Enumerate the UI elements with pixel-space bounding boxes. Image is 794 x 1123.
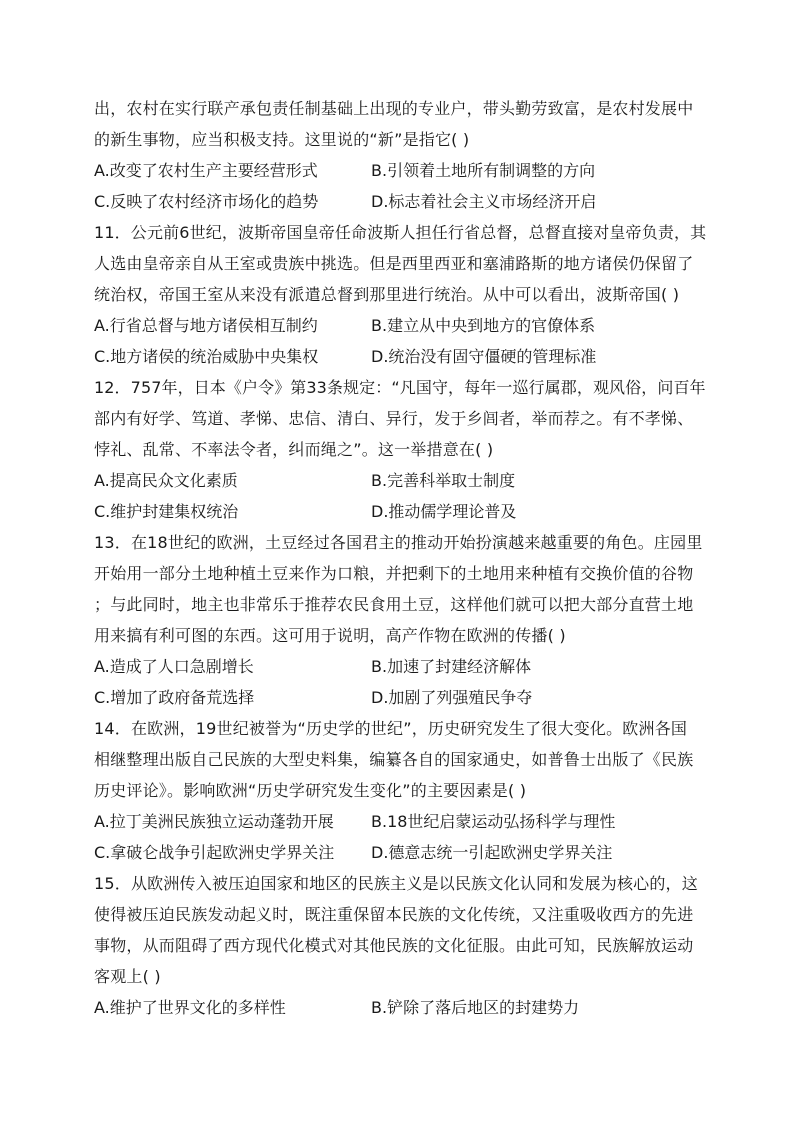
question-14-option-c[interactable]: C.拿破仑战争引起欧洲史学界关注 (94, 843, 335, 862)
question-10-option-row (94, 159, 706, 183)
question-10-stem-line: 的新生事物，应当积极支持。这里说的“新”是指它( ) (94, 130, 470, 149)
question-11-option-d[interactable]: D.统治没有固守僵硬的管理标准 (371, 347, 597, 366)
question-11-option-a[interactable]: A.行省总督与地方诸侯相互制约 (94, 316, 318, 335)
question-12-stem-line: 12．757年，日本《户令》第33条规定：“凡国守，每年一巡行属郡，观风俗，问百年 (94, 378, 706, 397)
question-12-option-a[interactable]: A.提高民众文化素质 (94, 471, 238, 490)
question-14-stem-line: 相继整理出版自己民族的大型史料集，编纂各自的国家通史，如普鲁士出版了《民族 (94, 750, 694, 769)
question-12-option-row (94, 500, 706, 524)
question-14-stem-line: 14．在欧洲，19世纪被誉为“历史学的世纪”，历史研究发生了很大变化。欧洲各国 (94, 719, 688, 738)
question-10-option-row (94, 190, 706, 214)
question-13-stem-line: 开始用一部分土地种植土豆来作为口粮，并把剩下的土地用来种植有交换价值的谷物 (94, 564, 694, 583)
question-11-stem-line: 人选由皇帝亲自从王室或贵族中挑选。但是西里西亚和塞浦路斯的地方诸侯仍保留了 (94, 254, 694, 273)
question-13-option-row (94, 655, 706, 679)
question-13-stem-line: 13．在18世纪的欧洲，土豆经过各国君主的推动开始扮演越来越重要的角色。庄园里 (94, 533, 703, 552)
question-13-option-a[interactable]: A.造成了人口急剧增长 (94, 657, 254, 676)
question-12-stem-line: 悖礼、乱常、不率法令者，纠而绳之”。这一举措意在( ) (94, 440, 494, 459)
question-15-stem-line: 客观上( ) (94, 967, 161, 986)
question-15-option-row (94, 996, 706, 1020)
question-11-option-b[interactable]: B.建立从中央到地方的官僚体系 (371, 316, 596, 335)
question-10-stem-line: 出，农村在实行联产承包责任制基础上出现的专业户，带头勤劳致富，是农村发展中 (94, 99, 694, 118)
question-14-option-row (94, 810, 706, 834)
question-13-option-d[interactable]: D.加剧了列强殖民争夺 (371, 688, 533, 707)
question-15-option-a[interactable]: A.维护了世界文化的多样性 (94, 998, 286, 1017)
question-15-stem-line: 使得被压迫民族发动起义时，既注重保留本民族的文化传统，又注重吸收西方的先进 (94, 905, 694, 924)
question-14-option-d[interactable]: D.德意志统一引起欧洲史学界关注 (371, 843, 613, 862)
question-10-option-a[interactable]: A.改变了农村生产主要经营形式 (94, 161, 318, 180)
question-15-stem-line: 事物，从而阻碍了西方现代化模式对其他民族的文化征服。由此可知，民族解放运动 (94, 936, 694, 955)
question-12-option-c[interactable]: C.维护封建集权统治 (94, 502, 239, 521)
question-12-option-row (94, 469, 706, 493)
question-12-option-d[interactable]: D.推动儒学理论普及 (371, 502, 517, 521)
question-12-stem-line: 部内有好学、笃道、孝悌、忠信、清白、异行，发于乡闾者，举而荐之。有不孝悌、 (94, 409, 694, 428)
question-13-stem-line: ；与此同时，地主也非常乐于推荐农民食用土豆，这样他们就可以把大部分直营土地 (94, 595, 694, 614)
question-10-option-d[interactable]: D.标志着社会主义市场经济开启 (371, 192, 597, 211)
question-15-stem-line: 15．从欧洲传入被压迫国家和地区的民族主义是以民族文化认同和发展为核心的，这 (94, 874, 698, 893)
question-13-option-c[interactable]: C.增加了政府备荒选择 (94, 688, 255, 707)
question-13-stem-line: 用来搞有利可图的东西。这可用于说明，高产作物在欧洲的传播( ) (94, 626, 566, 645)
question-11-option-row (94, 314, 706, 338)
question-13-option-b[interactable]: B.加速了封建经济解体 (371, 657, 532, 676)
question-10-option-c[interactable]: C.反映了农村经济市场化的趋势 (94, 192, 319, 211)
question-13-option-row (94, 686, 706, 710)
question-14-option-row (94, 841, 706, 865)
question-11-option-row (94, 345, 706, 369)
question-11-stem-line: 11．公元前6世纪，波斯帝国皇帝任命波斯人担任行省总督，总督直接对皇帝负责，其 (94, 223, 707, 242)
question-10-option-b[interactable]: B.引领着土地所有制调整的方向 (371, 161, 596, 180)
question-12-option-b[interactable]: B.完善科举取士制度 (371, 471, 516, 490)
question-15-option-b[interactable]: B.铲除了落后地区的封建势力 (371, 998, 580, 1017)
question-14-option-a[interactable]: A.拉丁美洲民族独立运动蓬勃开展 (94, 812, 334, 831)
question-11-option-c[interactable]: C.地方诸侯的统治威胁中央集权 (94, 347, 319, 366)
question-14-option-b[interactable]: B.18世纪启蒙运动弘扬科学与理性 (371, 812, 616, 831)
question-11-stem-line: 统治权，帝国王室从来没有派遣总督到那里进行统治。从中可以看出，波斯帝国( ) (94, 285, 680, 304)
question-14-stem-line: 历史评论》。影响欧洲“历史学研究发生变化”的主要因素是( ) (94, 781, 527, 800)
